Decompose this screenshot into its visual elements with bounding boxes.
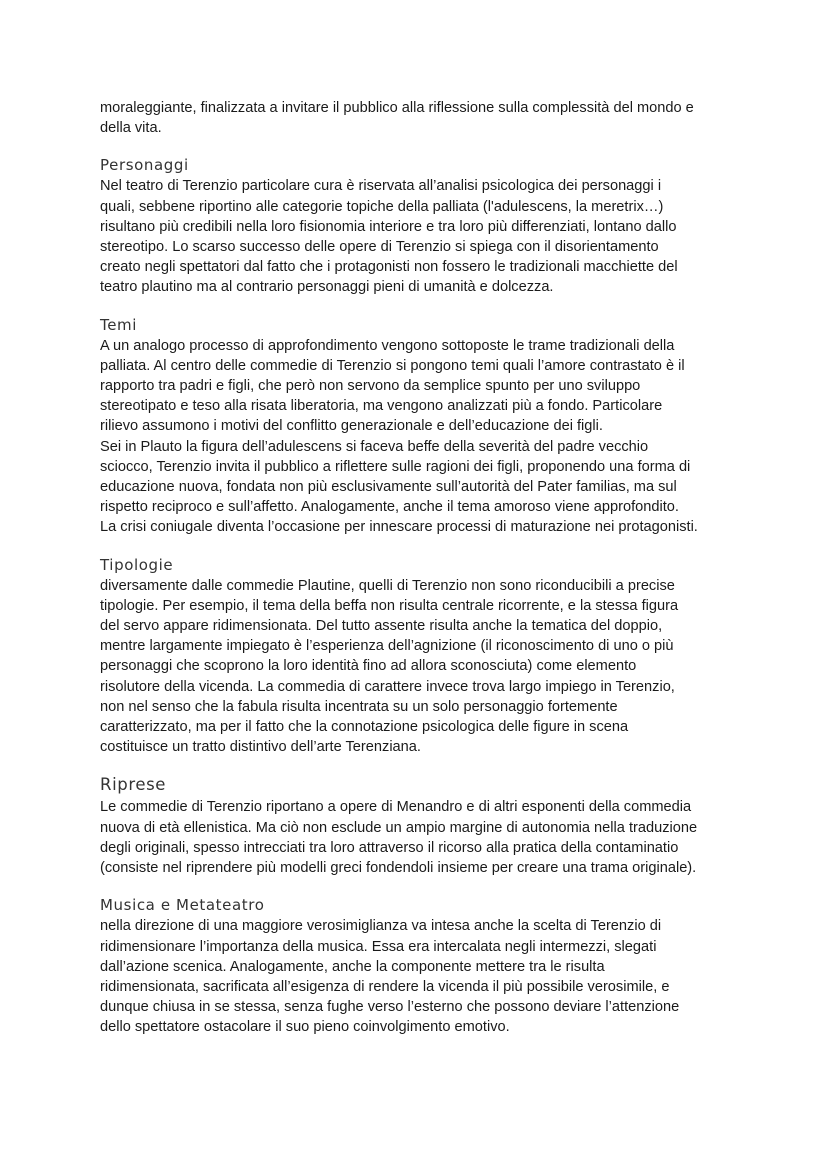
text-line: Le commedie di Terenzio riportano a opere di Menandro e di altri esponenti della commedia [100,799,692,816]
text-line: quali, sebbene riportino alle categorie topiche della palliata (l'adulescens, la meretrix…) [100,198,664,215]
text-line: personaggi che scoprono la loro identità fino ad allora sconosciuta) come elemento [100,658,637,675]
text-line: nuova di età ellenistica. Ma ciò non esclude un ampio margine di autonomia nella traduzione [100,819,698,836]
section-heading: Musica e Metateatro [100,896,265,915]
text-line: risultano più credibili nella loro fisionomia interiore e tra loro più differenziati, lontano dallo [100,218,677,235]
text-line: ridimensionata, sacrificata all’esigenza di rendere la vicenda il più possibile verosimile, e [100,978,670,995]
text-line: dello spettatore ostacolare il suo pieno coinvolgimento emotivo. [100,1019,510,1036]
paragraph [100,437,740,538]
section-temi [100,315,740,538]
text-line: nella direzione di una maggiore verosimiglianza va intesa anche la scelta di Terenzio di [100,918,662,935]
text-line: Nel teatro di Terenzio particolare cura è riservata all’analisi psicologica dei personaggi i [100,178,662,195]
text-line: sciocco, Terenzio invita il pubblico a riflettere sulle ragioni dei figli, proponendo una forma di [100,458,691,475]
text-line: (consiste nel riprendere più modelli greci fondendoli insieme per creare una trama originale). [100,860,697,877]
paragraph [100,797,740,878]
text-line: costituisce un tratto distintivo dell’arte Terenziana. [100,739,421,756]
text-line: dunque chiusa in se stessa, senza fughe verso l’esterno che possono deviare l’attenzione [100,999,680,1016]
text-line: caratterizzato, ma per il fatto che la connotazione psicologica delle figure in scena [100,719,629,736]
text-line: della vita. [100,120,162,137]
text-line: educazione nuova, fondata non più esclusivamente sull’autorità del Pater familias, ma sul [100,479,677,496]
paragraph [100,576,740,758]
section-heading: Personaggi [100,156,189,175]
text-line: A un analogo processo di approfondimento vengono sottoposte le trame tradizionali della [100,337,675,354]
paragraph [100,916,740,1037]
section-heading: Tipologie [100,555,174,574]
section-musica-e-metateatro [100,895,740,1037]
text-line: del servo appare ridimensionata. Del tutto assente risulta anche la tematica del doppio, [100,618,663,635]
paragraph [100,176,740,297]
section-tipologie [100,555,740,758]
paragraph [100,336,740,437]
text-line: non nel senso che la fabula risulta incentrata su un solo personaggio fortemente [100,698,618,715]
text-line: mentre largamente impiegato è l’esperienza dell’agnizione (il riconoscimento di uno o più [100,638,674,655]
text-line: degli originali, spesso intrecciati tra loro attraverso il ricorso alla pratica della contaminatio [100,839,679,856]
section-heading: Temi [100,315,138,334]
text-line: rispetto reciproco e sull’affetto. Analogamente, anche il tema amoroso viene approfondito. [100,499,679,516]
document-page [100,98,740,1038]
section-personaggi [100,155,740,297]
text-line: tipologie. Per esempio, il tema della beffa non risulta centrale ricorrente, e la stessa figura [100,597,679,614]
intro-paragraph [100,98,740,138]
text-line: dall’azione scenica. Analogamente, anche la componente mettere tra le risulta [100,958,605,975]
text-line: diversamente dalle commedie Plautine, quelli di Terenzio non sono riconducibili a precise [100,577,675,594]
section-heading: Riprese [100,775,167,795]
text-line: stereotipo. Lo scarso successo delle opere di Terenzio si spiega con il disorientamento [100,239,659,256]
section-riprese [100,774,740,878]
text-line: Sei in Plauto la figura dell’adulescens si faceva beffe della severità del padre vecchio [100,438,649,455]
text-line: palliata. Al centro delle commedie di Terenzio si pongono temi quali l’amore contrastato è il [100,357,685,374]
text-line: creato negli spettatori dal fatto che i protagonisti non fossero le tradizionali macchiette del [100,259,678,276]
text-line: rapporto tra padri e figli, che però non servono da semplice spunto per uno sviluppo [100,378,641,395]
text-line: moraleggiante, finalizzata a invitare il pubblico alla riflessione sulla complessità del mondo e [100,100,694,116]
text-line: teatro plautino ma al contrario personaggi pieni di umanità e dolcezza. [100,279,554,296]
text-line: risolutore della vicenda. La commedia di carattere invece trova largo impiego in Terenzio, [100,678,675,695]
text-line: rilievo assumono i motivi del conflitto generazionale e dell’educazione dei figli. [100,418,603,435]
text-line: La crisi coniugale diventa l’occasione per innescare processi di maturazione nei protagonisti. [100,519,698,536]
text-line: stereotipato e teso alla risata liberatoria, ma vengono analizzati più a fondo. Particolare [100,398,663,415]
text-line: ridimensionare l’importanza della musica. Essa era intercalata negli intermezzi, slegati [100,938,657,955]
